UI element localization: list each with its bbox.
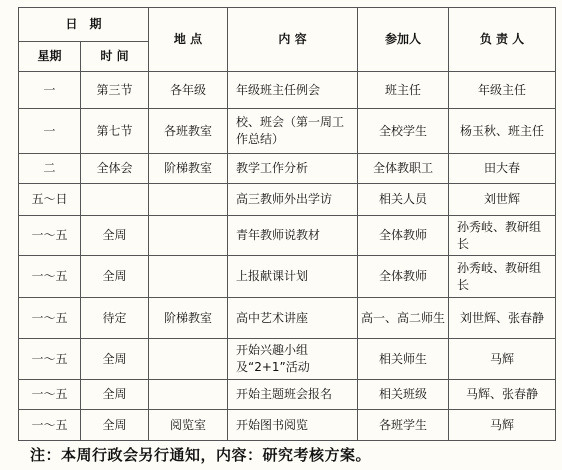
cell-location: 各年级 [149,72,228,109]
table-row [19,339,556,380]
cell-content: 高中艺术讲座 [228,298,358,339]
cell-location: 阅览室 [149,410,228,441]
cell-content: 开始主题班会报名 [228,380,358,410]
header-owner: 负 责 人 [449,8,556,72]
cell-participants: 全体教师 [358,216,449,256]
cell-weekday: 一 [19,72,81,109]
cell-time: 第三节 [81,72,149,109]
header-location: 地 点 [149,8,228,72]
table-row [19,216,556,256]
table-row [19,184,556,216]
cell-participants: 全校学生 [358,109,449,154]
cell-participants: 全体教师 [358,256,449,298]
cell-time: 全周 [81,216,149,256]
cell-time [81,184,149,216]
cell-participants: 全体教职工 [358,154,449,184]
cell-location: 阶梯教室 [149,298,228,339]
table-row [19,72,556,109]
cell-weekday: 一～五 [19,339,81,380]
cell-participants: 相关人员 [358,184,449,216]
cell-content: 青年教师说教材 [228,216,358,256]
cell-time: 待定 [81,298,149,339]
cell-time: 第七节 [81,109,149,154]
cell-content: 开始兴趣小组及“2+1”活动 [228,339,358,380]
table-row [19,410,556,441]
header-weekday: 星期 [19,42,81,72]
cell-owner: 田大春 [449,154,556,184]
cell-owner: 马辉、张春静 [449,380,556,410]
cell-weekday: 一～五 [19,298,81,339]
cell-weekday: 一～五 [19,216,81,256]
cell-participants: 相关班级 [358,380,449,410]
cell-location [149,339,228,380]
cell-owner: 杨玉秋、班主任 [449,109,556,154]
cell-participants: 相关师生 [358,339,449,380]
cell-owner: 孙秀岐、教研组长 [449,256,556,298]
cell-weekday: 一 [19,109,81,154]
weekly-schedule-table [18,7,556,441]
cell-location: 阶梯教室 [149,154,228,184]
table-row [19,109,556,154]
cell-content: 教学工作分析 [228,154,358,184]
table-row [19,154,556,184]
table-row [19,256,556,298]
header-participants: 参加人 [358,8,449,72]
header-row-top [19,8,556,42]
cell-content: 校、班会（第一周工作总结） [228,109,358,154]
cell-owner: 马辉 [449,339,556,380]
cell-owner: 年级主任 [449,72,556,109]
cell-content: 高三教师外出学访 [228,184,358,216]
cell-location [149,256,228,298]
cell-location [149,380,228,410]
cell-participants: 班主任 [358,72,449,109]
footnote: 注：本周行政会另行通知，内容：研究考核方案。 [30,446,372,464]
table-row [19,298,556,339]
cell-weekday: 一～五 [19,380,81,410]
header-content: 内 容 [228,8,358,72]
header-date-group: 日 期 [19,8,149,42]
cell-participants: 各班学生 [358,410,449,441]
cell-owner: 马辉 [449,410,556,441]
cell-content: 开始图书阅览 [228,410,358,441]
cell-weekday: 一～五 [19,256,81,298]
cell-location [149,216,228,256]
cell-time: 全周 [81,256,149,298]
cell-weekday: 二 [19,154,81,184]
cell-owner: 刘世辉 [449,184,556,216]
cell-time: 全周 [81,380,149,410]
cell-weekday: 五～日 [19,184,81,216]
cell-time: 全周 [81,339,149,380]
cell-owner: 刘世辉、张春静 [449,298,556,339]
cell-location [149,184,228,216]
cell-content: 年级班主任例会 [228,72,358,109]
table-row [19,380,556,410]
cell-time: 全体会 [81,154,149,184]
header-time: 时 间 [81,42,149,72]
cell-location: 各班教室 [149,109,228,154]
cell-weekday: 一～五 [19,410,81,441]
cell-time: 全周 [81,410,149,441]
cell-content: 上报献课计划 [228,256,358,298]
cell-participants: 高一、高二师生 [358,298,449,339]
cell-owner: 孙秀岐、教研组长 [449,216,556,256]
